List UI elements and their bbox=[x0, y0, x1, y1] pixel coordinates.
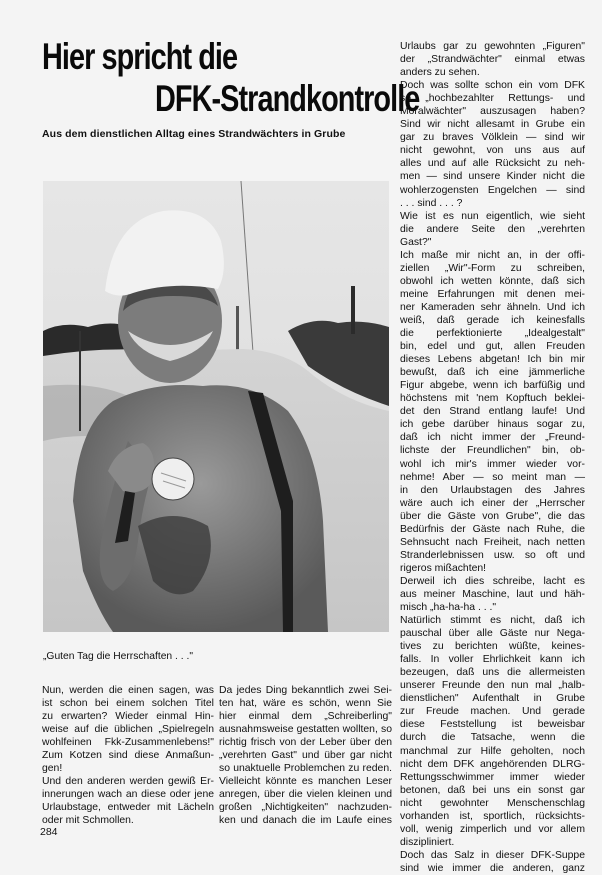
text-line: hier einmal dem „Schreiberling" bbox=[219, 711, 392, 723]
text-line: wohlfeinen Fkk-Zusammenlebens!" bbox=[42, 737, 214, 749]
article-photo bbox=[43, 181, 389, 632]
text-line: det den Strand entlang laufe! Und bbox=[400, 406, 585, 418]
text-line: oder mit Schmollen. bbox=[42, 815, 134, 827]
text-line: unserer Freunde den nun mal „halb- bbox=[400, 680, 585, 692]
text-line: Derweil ich dies schreibe, lacht es bbox=[400, 575, 585, 587]
text-line: Wie ist es nun eigentlich, wie sieht bbox=[400, 210, 585, 222]
text-line: daß ich nicht immer der „Freund- bbox=[400, 432, 585, 444]
text-line: anders zu sehen. bbox=[400, 67, 480, 79]
text-line: großen „Nichtigkeiten" nachzuden- bbox=[219, 802, 392, 814]
text-line: anregen, über die vielen kleinen und bbox=[219, 789, 392, 801]
text-line: Figur abgebe, wenn ich barfüßig und bbox=[400, 380, 585, 392]
text-line: Bedürfnis der Gäste nach Ruhe, die bbox=[400, 523, 585, 535]
text-line: meine Erfahrungen mit denen mei- bbox=[400, 288, 585, 300]
text-line: die andere Seite den „verehrten bbox=[400, 223, 585, 235]
text-line: Moralwächter" auszusagen haben? bbox=[400, 106, 585, 118]
text-line: gen! bbox=[42, 763, 63, 775]
text-line: Natürlich stimmt es nicht, daß ich bbox=[400, 615, 585, 627]
text-line: men — sind unsere Kinder nicht die bbox=[400, 171, 585, 183]
article-title-line-2: DFK-Strandkontrolle bbox=[155, 78, 420, 119]
text-line: Doch das Salz in dieser DFK-Suppe bbox=[400, 849, 585, 861]
text-line: ist schon bei einem solchen Titel bbox=[42, 698, 214, 710]
article-subtitle: Aus dem dienstlichen Alltag eines Strandwächters in Grube bbox=[42, 128, 346, 140]
text-line: bin, edel und gut, allen Freuden bbox=[400, 341, 585, 353]
text-line: dienstlichen" Aufenthalt in Grube bbox=[400, 693, 585, 705]
text-line: lichste der Freundlichen" bin, ob- bbox=[400, 445, 585, 457]
text-line: Und den anderen werden gewiß Er- bbox=[42, 776, 214, 788]
text-line: Sehnsucht nach Freiheit, nach netten bbox=[400, 536, 585, 548]
text-line: weiß, daß gerade ich keinesfalls bbox=[400, 314, 585, 326]
text-line: dieses Lebens abgetan! Ich bin mir bbox=[400, 354, 585, 366]
text-line: ich gebe darüber hinaus sogar zu, bbox=[400, 419, 585, 431]
text-line: Vielleicht könnte es manchen Leser bbox=[219, 776, 392, 788]
text-line: so unaktuelle Problemchen zu reden. bbox=[219, 763, 392, 775]
text-line: manchmal zur Hilfe geholten, noch bbox=[400, 745, 585, 757]
text-line: Ich maße mir nicht an, in der offi- bbox=[400, 249, 585, 261]
text-line: gar zu braves Völklein — sind wir bbox=[400, 132, 585, 144]
text-column-right bbox=[400, 40, 585, 875]
page-number: 284 bbox=[40, 826, 58, 838]
text-line: diszipliniert. bbox=[400, 836, 455, 848]
text-line: durch die Tatsache, wenn die bbox=[400, 732, 585, 744]
text-line: zu erwarten? Wieder einmal Hin- bbox=[42, 711, 214, 723]
text-line: die perfektionierte „Idealgestalt" bbox=[400, 328, 585, 340]
text-line: ziellen „Wir"-Form zu schreiben, bbox=[400, 262, 585, 274]
text-line: falls. In voller Ehrlichkeit kann ich bbox=[400, 654, 585, 666]
text-line: weise auf die üblichen „Spielregeln bbox=[42, 724, 214, 736]
text-line: rigeros mißachten! bbox=[400, 562, 487, 574]
text-line: ausnahmsweise gestatten wollten, so bbox=[219, 724, 392, 736]
text-line: Da jedes Ding bekanntlich zwei Sei- bbox=[219, 685, 392, 696]
text-line: wohlerzogensten Engelchen — sind bbox=[400, 184, 585, 196]
text-line: misch „ha-ha-ha . . ." bbox=[400, 602, 497, 614]
text-line: Nun, werden die einen sagen, was bbox=[42, 685, 214, 696]
text-line: so „hochbezahlter Rettungs- und bbox=[400, 93, 585, 105]
text-line: alles und auf alle Rücksicht zu neh- bbox=[400, 158, 585, 170]
article-title-line-1: Hier spricht die bbox=[42, 36, 238, 77]
text-line: ten hat, wäre es schön, wenn Sie bbox=[219, 698, 392, 710]
text-column-left bbox=[42, 684, 214, 828]
text-line: in den Urlaubstagen des Jahres bbox=[400, 484, 585, 496]
text-line: Sind wir nicht allesamt in Grube ein bbox=[400, 119, 585, 131]
photo-lifeguard-image bbox=[43, 181, 389, 632]
text-line: Stranderlebnissen usw. so oft und bbox=[400, 549, 585, 561]
text-line: tives zu berichten wüßte, keines- bbox=[400, 641, 585, 653]
text-line: nehme! Aber — so meint man — bbox=[400, 471, 585, 483]
text-line: . . . sind . . . ? bbox=[400, 197, 463, 209]
text-line: obwohl ich wetten könnte, daß sich bbox=[400, 275, 585, 287]
text-line: höchstens mit 'nem Kopftuch beklei- bbox=[400, 393, 585, 405]
text-line: innerungen wach an diese oder jene bbox=[42, 789, 214, 801]
text-line: bewußt, daß ich eine jämmerliche bbox=[400, 367, 585, 379]
text-line: nicht gewohnter Menschenschlag bbox=[400, 797, 585, 809]
text-line: Rettungsschwimmer immer wieder bbox=[400, 771, 585, 783]
text-line: ner Kameraden sehr ähneln. Und ich bbox=[400, 301, 585, 313]
text-line: Zum Kotzen sind diese Anmaßun- bbox=[42, 750, 214, 762]
text-line: richtig frisch von der Leber über den bbox=[219, 737, 392, 749]
text-line: ken und danach die im Laufe eines bbox=[219, 815, 392, 827]
text-line: wäre auch ich einer der „Herrscher bbox=[400, 497, 585, 509]
photo-caption: „Guten Tag die Herrschaften . . ." bbox=[43, 651, 193, 662]
text-line: nicht gewohnt, von uns aus auf bbox=[400, 145, 585, 157]
text-line: wohl ich mir's immer wieder vor- bbox=[400, 458, 585, 470]
text-line: bezeugen, daß uns die allermeisten bbox=[400, 667, 585, 679]
text-line: „verehrten Gast" und über gar nicht bbox=[219, 750, 392, 762]
text-line: Urlaubs gar zu gewohnten „Figuren" bbox=[400, 41, 585, 52]
text-line: betonen, daß bei uns ein sonst gar bbox=[400, 784, 585, 796]
text-line: aus meiner Maschine, laut und häh- bbox=[400, 588, 585, 600]
text-line: zur Freude machen. Und gerade bbox=[400, 706, 585, 718]
text-line: Doch was sollte schon ein vom DFK bbox=[400, 80, 585, 92]
text-line: über die Gäste von Grube", die das bbox=[400, 510, 585, 522]
text-column-middle bbox=[219, 684, 392, 828]
text-line: sind wie immer die anderen, ganz bbox=[400, 862, 585, 874]
text-line: pauschal über alle Gäste nur Nega- bbox=[400, 628, 585, 640]
text-line: Gast?" bbox=[400, 236, 432, 248]
text-line: nicht dem DFK angehörenden DLRG- bbox=[400, 758, 585, 770]
text-line: diese Feststellung ist beweisbar bbox=[400, 719, 585, 731]
text-line: Urlaubstage, entweder mit Lächeln bbox=[42, 802, 214, 814]
text-line: vorhanden ist, sportlich, rücksichts- bbox=[400, 810, 585, 822]
text-line: voll, wenig zimperlich und vor allem bbox=[400, 823, 585, 835]
text-line: der „Strandwächter" einmal etwas bbox=[400, 54, 585, 66]
